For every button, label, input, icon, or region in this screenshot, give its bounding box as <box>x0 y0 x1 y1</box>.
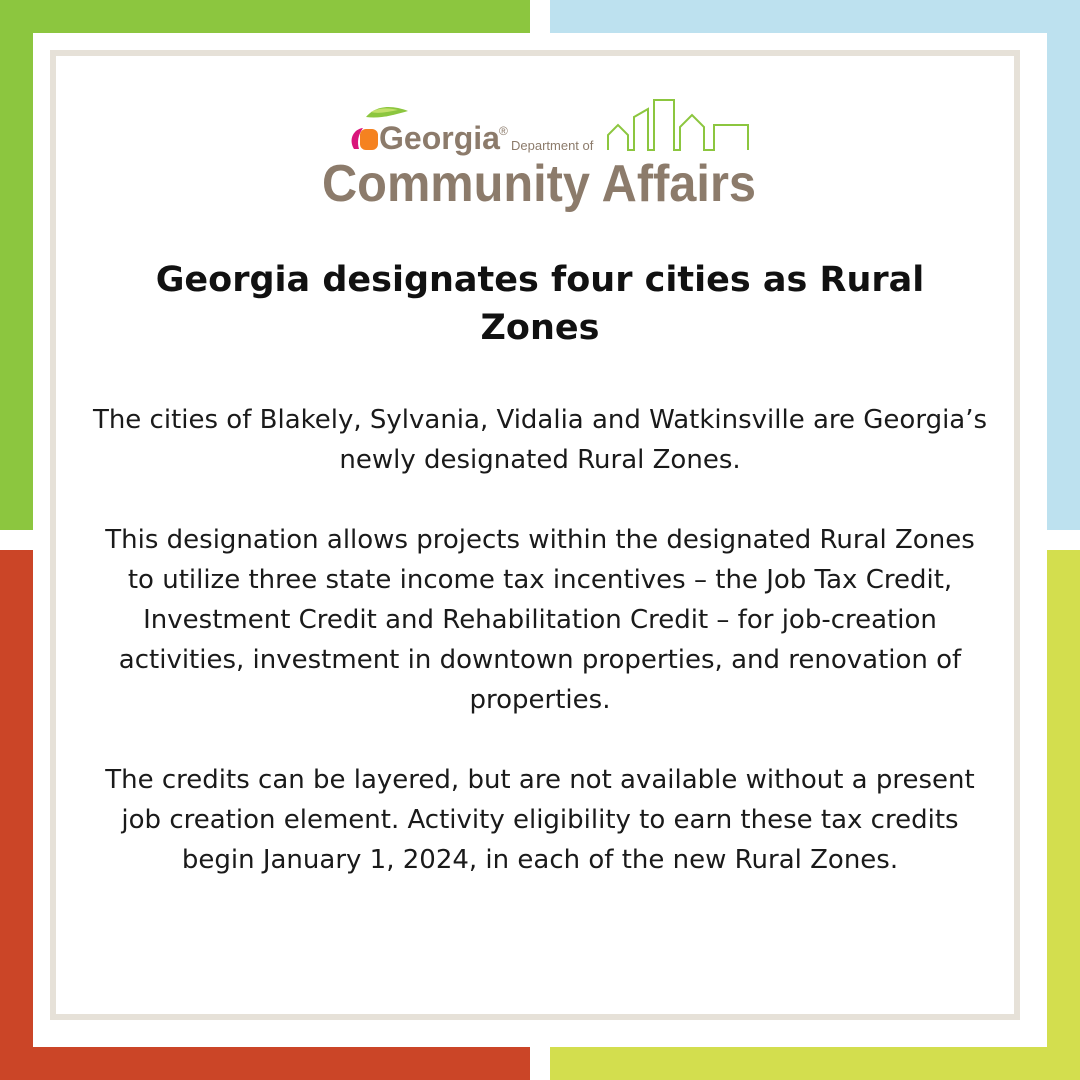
paragraph-tax-incentives: This designation allows projects within the designated Rural Zones to utilize three state income tax incentives – the Job Tax Credit, Investment Credit and Rehabilitation Credit – for job-creation activities, investment in downtown properties, and renovation of properties. <box>105 525 975 715</box>
logo-georgia-text: Georgia <box>379 120 500 156</box>
paragraph-eligibility: The credits can be layered, but are not available without a present job creation element. Activity eligibility to earn these tax credits begin January 1, 2024, in each of the new Rural Zones. <box>105 765 975 875</box>
dca-logo <box>318 95 768 215</box>
logo-community-affairs-text: Community Affairs <box>322 155 756 213</box>
headline: Georgia designates four cities as Rural Zones <box>155 260 925 348</box>
paragraph-designated-cities: The cities of Blakely, Sylvania, Vidalia and Watkinsville are Georgia’s newly designated Rural Zones. <box>92 405 988 475</box>
logo-registered-mark: ® <box>499 124 508 138</box>
skyline-icon <box>608 100 748 150</box>
logo-department-text: Department of <box>511 138 594 153</box>
